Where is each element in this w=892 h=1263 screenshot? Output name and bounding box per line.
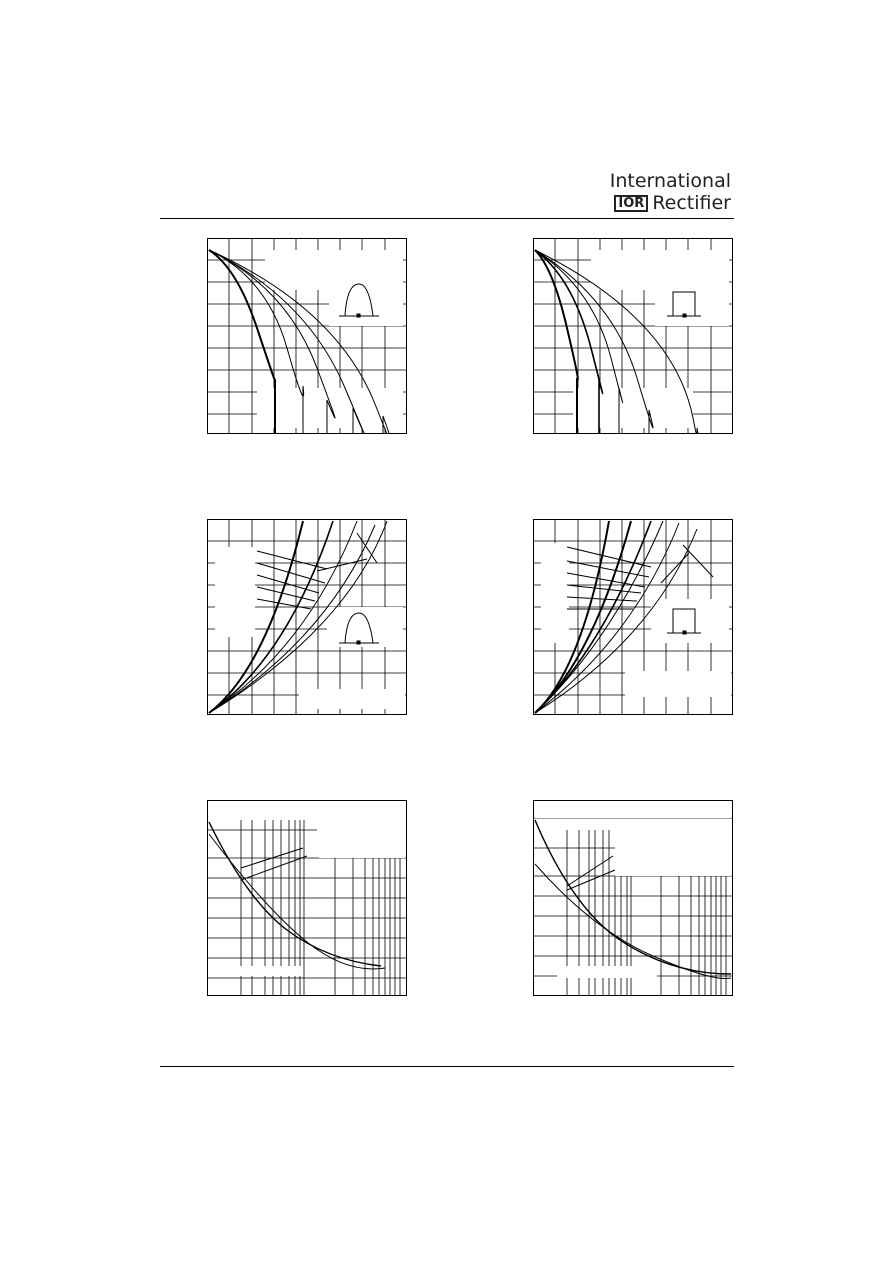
- ior-logo: IOR: [614, 195, 648, 212]
- figure-bottom-right: [533, 800, 733, 996]
- figure-mid-left: [207, 519, 407, 715]
- brand-name-line2-row: [610, 192, 731, 214]
- figure-top-right: [533, 238, 733, 434]
- header-rule: [160, 218, 734, 219]
- figure-mid-right: [533, 519, 733, 715]
- brand-name-line1: International: [609, 170, 731, 192]
- brand-logo-block: [610, 170, 731, 214]
- brand-name-line2: Rectifier: [652, 192, 731, 214]
- footer-rule: [160, 1066, 734, 1067]
- figure-bottom-left: [207, 800, 407, 996]
- figure-top-left: [207, 238, 407, 434]
